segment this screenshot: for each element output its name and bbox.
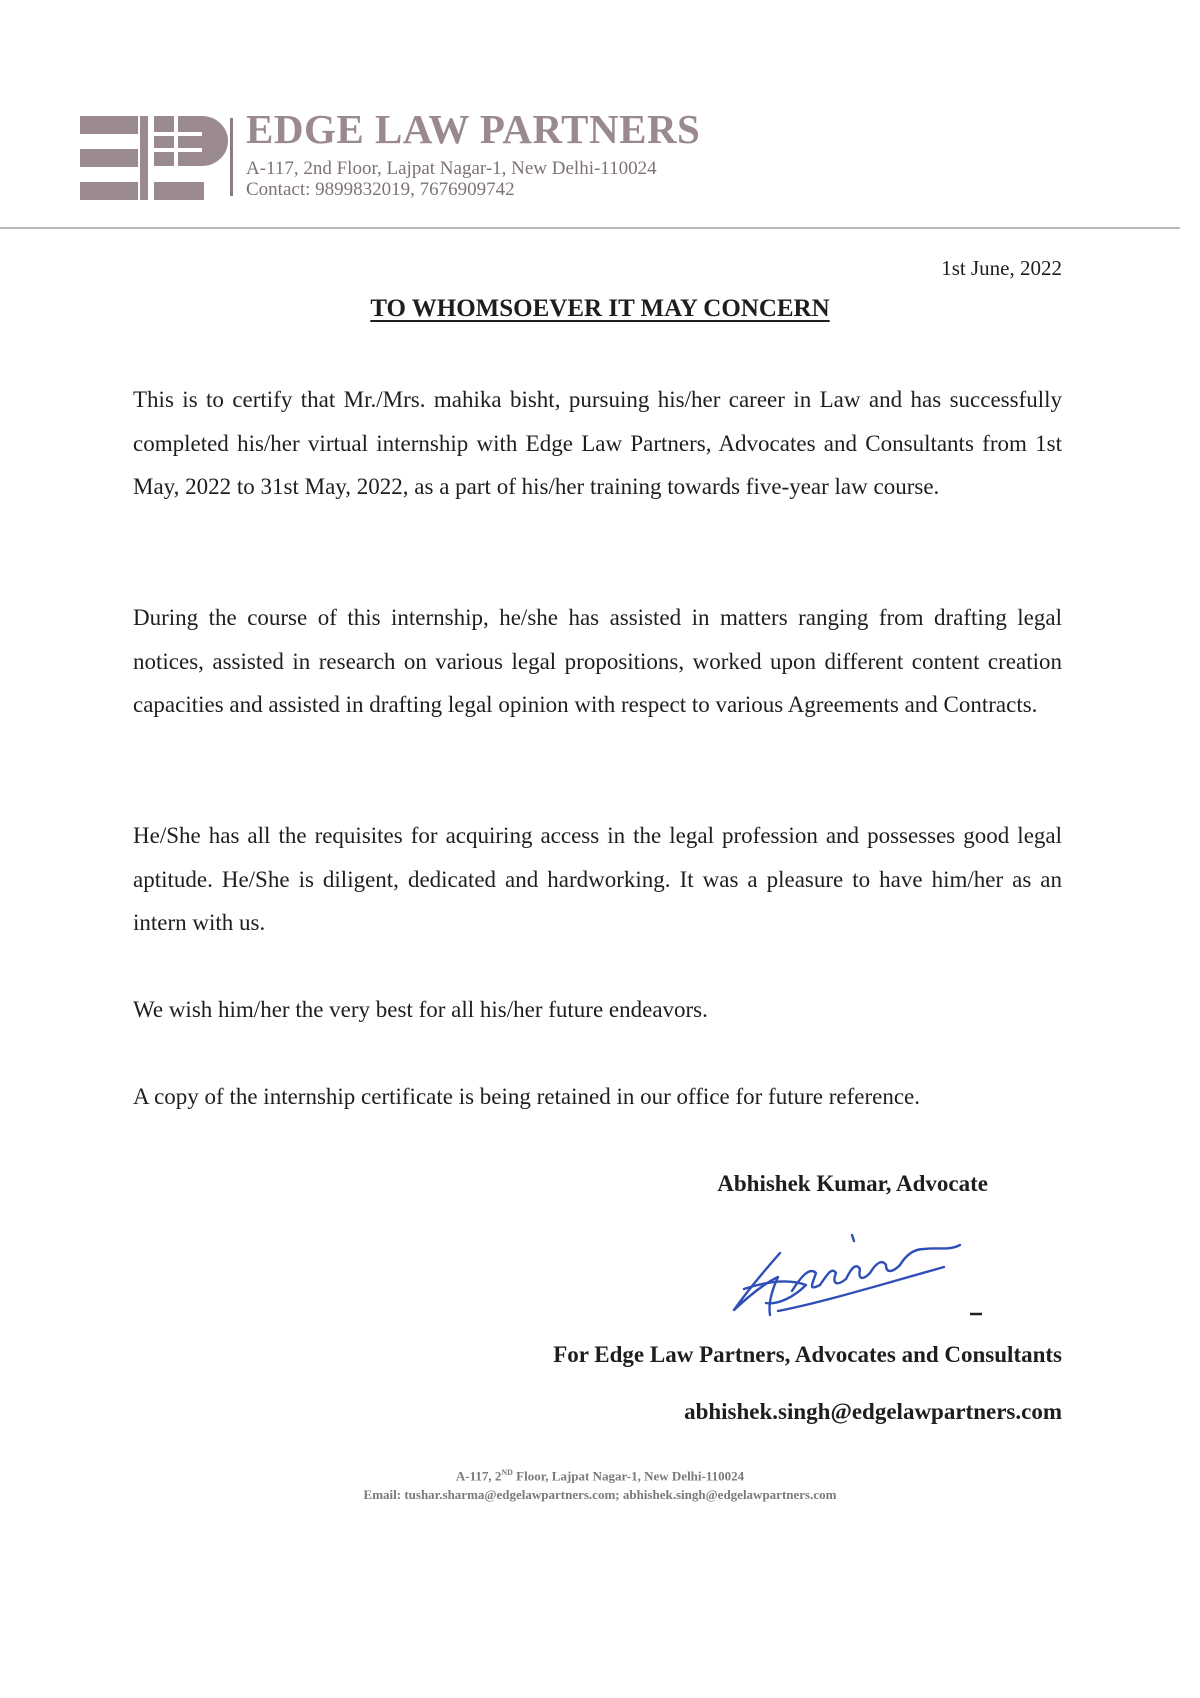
paragraph-certification: This is to certify that Mr./Mrs. mahika bisht, pursuing his/her career in Law and has successfully completed his/her virtual internship with Edge Law Partners, Advocates and Consultants from 1st May, 2022 to 31st May, 2022, as a part of his/her training towards five-year law course. bbox=[133, 387, 1062, 499]
ep-monogram-logo-icon bbox=[80, 116, 230, 200]
signatory-name: Abhishek Kumar, Advocate bbox=[717, 1171, 988, 1196]
paragraph-retention: A copy of the internship certificate is being retained in our office for future reference. bbox=[133, 1084, 920, 1109]
paragraph-qualities: He/She has all the requisites for acquiring access in the legal profession and possesses good legal aptitude. He/She is diligent, dedicated and hardworking. It was a pleasure to have him/her as an intern with us. bbox=[133, 823, 1062, 935]
letter-title: TO WHOMSOEVER IT MAY CONCERN bbox=[370, 295, 830, 322]
footer-emails: Email: tushar.sharma@edgelawpartners.com; abhishek.singh@edgelawpartners.com bbox=[363, 1487, 837, 1502]
firm-address: A-117, 2nd Floor, Lajpat Nagar-1, New Delhi-110024 bbox=[246, 158, 657, 179]
signatory-email: abhishek.singh@edgelawpartners.com bbox=[684, 1399, 1062, 1424]
footer-address: A-117, 2ND Floor, Lajpat Nagar-1, New Delhi-110024 bbox=[455, 1468, 745, 1484]
handwritten-signature-icon bbox=[720, 1215, 990, 1335]
firm-contact: Contact: 9899832019, 7676909742 bbox=[246, 179, 515, 200]
letter-date: 1st June, 2022 bbox=[941, 256, 1062, 280]
firm-name: EDGE LAW PARTNERS bbox=[246, 106, 701, 152]
paragraph-wishes: We wish him/her the very best for all his/her future endeavors. bbox=[133, 997, 708, 1022]
paragraph-duties: During the course of this internship, he/she has assisted in matters ranging from drafting legal notices, assisted in research on various legal propositions, worked upon different content creation capacities and assisted in drafting legal opinion with respect to various Agreements and Contracts. bbox=[133, 605, 1062, 717]
header-divider bbox=[230, 118, 233, 196]
header-rule bbox=[0, 227, 1180, 229]
firm-signoff: For Edge Law Partners, Advocates and Consultants bbox=[553, 1342, 1062, 1367]
